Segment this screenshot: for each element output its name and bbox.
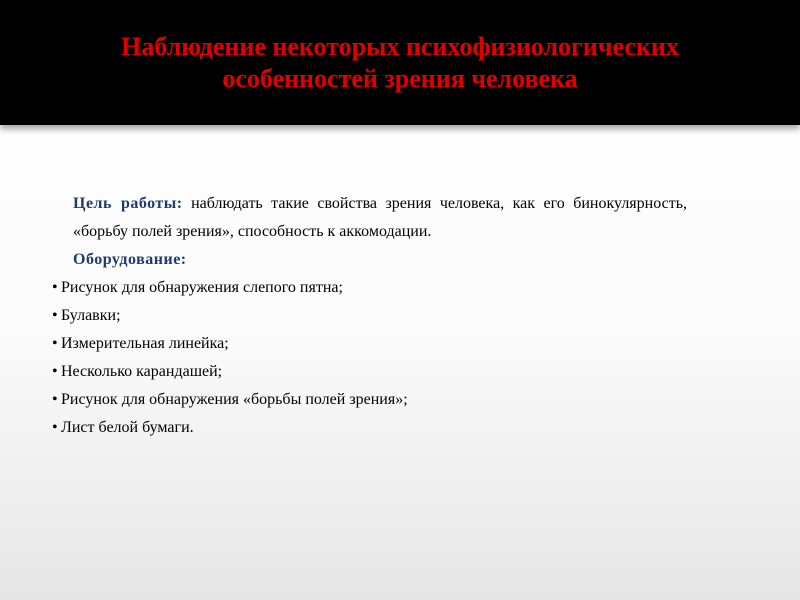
slide-content bbox=[52, 190, 687, 442]
list-item bbox=[52, 358, 687, 386]
list-item-text: Рисунок для обнаружения слепого пятна; bbox=[61, 279, 343, 296]
title-bar bbox=[0, 0, 800, 125]
list-item bbox=[52, 302, 687, 330]
goal-label: Цель работы: bbox=[73, 195, 183, 212]
list-item bbox=[52, 386, 687, 414]
list-item bbox=[52, 414, 687, 442]
slide-title-line-2: особенностей зрения человека bbox=[222, 63, 578, 93]
equipment-label: Оборудование: bbox=[73, 251, 187, 268]
slide-title-line-1: Наблюдение некоторых психофизиологических bbox=[121, 31, 679, 61]
list-item-text: Несколько карандашей; bbox=[61, 363, 223, 380]
bullet-icon: • bbox=[52, 391, 58, 408]
list-item-text: Измерительная линейка; bbox=[61, 335, 229, 352]
list-item-text: Булавки; bbox=[61, 307, 121, 324]
list-item bbox=[52, 330, 687, 358]
list-item bbox=[52, 274, 687, 302]
bullet-icon: • bbox=[52, 419, 58, 436]
list-item-text: Рисунок для обнаружения «борьбы полей зрения»; bbox=[61, 391, 408, 408]
bullet-icon: • bbox=[52, 279, 58, 296]
equipment-list bbox=[52, 274, 687, 442]
goal-paragraph bbox=[73, 190, 687, 246]
bullet-icon: • bbox=[52, 335, 58, 352]
list-item-text: Лист белой бумаги. bbox=[61, 419, 194, 436]
bullet-icon: • bbox=[52, 363, 58, 380]
bullet-icon: • bbox=[52, 307, 58, 324]
goal-text: наблюдать такие свойства зрения человека, как его бинокулярность, «борьбу полей зрения», способность к аккомодации. bbox=[73, 195, 688, 240]
